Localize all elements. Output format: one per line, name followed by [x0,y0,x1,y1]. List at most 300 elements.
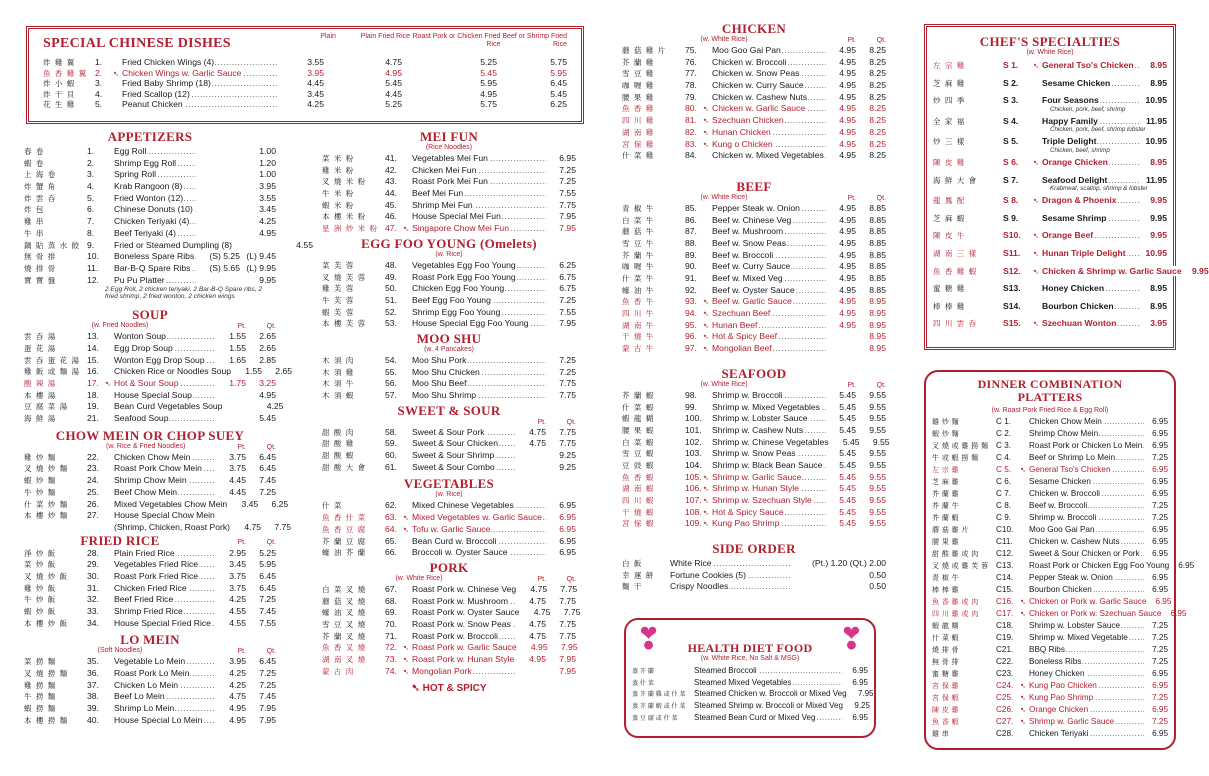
item-name-text: Krab Rangoon (8) [114,181,183,192]
item-price: 7.95 [559,223,576,234]
item-price: 4.45 [229,475,246,486]
item-name-text: Kung Pao Shrimp [1029,693,1094,702]
chinese-name: 湖 南 叉 燒 [322,655,367,664]
item-number: S14. [1003,300,1021,311]
chinese-name: 牛 芙 蓉 [322,295,355,305]
item-price: 9.25 [559,461,576,472]
item-price: (L) 9.95 [246,262,276,273]
item-price: 3.75 [229,570,246,581]
hot-pepper-icon: ➷ [403,515,409,523]
chinese-name: 木 須 雞 [322,367,355,377]
item-price: (L) 9.45 [246,251,276,262]
menu-item-row [322,390,576,402]
chinese-name: 麵 干 [622,582,643,592]
menu-item-row [322,512,576,524]
menu-item-row [24,146,276,158]
chinese-name: 本 樓 撈 麵 [24,715,69,725]
item-price: 4.95 [839,249,856,260]
item-number: 2. [95,67,103,78]
chinese-name: 無 骨 排 [24,252,57,262]
item-price: 6.95 [1170,609,1187,618]
item-price: 9.55 [869,518,886,529]
item-number: 31. [87,582,99,593]
item-name [412,619,516,631]
item-number: 86. [685,214,697,225]
item-name-text: Peanut Chicken [122,99,183,110]
item-price: 5.45 [550,88,567,99]
item-name-text: Sweet & Sour Combo [412,461,495,472]
menu-item-row [322,378,576,390]
item-price: 4.75 [529,426,546,437]
menu-item-row [933,245,1167,263]
menu-item-row [932,548,1168,560]
menu-item-row [322,211,576,223]
item-number: C18. [996,621,1014,630]
menu-item-row [622,238,886,250]
item-number: 3. [87,169,95,180]
hot-pepper-icon: ➷ [703,334,709,342]
chinese-name: 白 飯 [622,559,643,569]
menu-item-row [24,548,276,560]
chinese-name: 雞 串 [24,217,45,227]
item-price: 7.95 [559,665,576,676]
item-number: 78. [685,80,697,91]
chinese-name: 湖 南 牛 [622,320,655,330]
hot-pepper-icon: ➷ [703,141,709,149]
item-number: S 9. [1003,212,1019,223]
item-number: 91. [685,273,697,283]
item-name-text: Shrimp Chow Mein [1029,429,1099,438]
fried-rice-pt-header: Pt. [237,538,246,546]
item-name-text: Chicken w. Snow Peas [712,68,800,79]
item-price: 5.45 [839,413,856,424]
item-name [114,378,216,390]
item-price: 8.25 [869,68,886,79]
item-number: 4. [95,88,103,99]
menu-item-row [632,700,868,712]
item-name [412,378,546,390]
item-price: 2.95 [229,547,246,558]
item-name-text: Pu Pu Platter [114,274,165,285]
item-number: 4. [87,181,95,192]
chinese-name: 雲 吞 蛋 花 湯 [24,355,81,365]
item-price: 8.95 [869,308,886,319]
item-name [1042,154,1141,172]
item-name-text: Chicken w. Curry Sauce [712,80,804,91]
item-price: 4.95 [839,319,856,330]
item-name [712,296,826,308]
item-name-text: Bean Curd w. Broccoli [412,535,497,546]
item-name [412,536,546,548]
item-price: 4.95 [839,237,856,248]
item-name [712,103,826,115]
chinese-name: 蝦 龍 糊 [932,622,959,630]
item-name [1029,680,1144,692]
item-price: 1.55 [229,331,246,342]
chinese-name: 魚 香 雞 翼 [43,68,88,78]
item-name-text: Shrimp w. Broccoli [712,389,783,400]
menu-item-row [24,510,276,522]
chinese-name: 星 洲 炒 米 粉 [322,224,379,234]
item-price: 1.55 [229,342,246,353]
item-price: 5.75 [550,57,567,67]
item-price: 6.95 [852,677,868,687]
item-number: 82. [685,126,697,137]
chinese-name: 腰 果 雞 [622,92,655,102]
chinese-name: 蒸 什 菜 [632,679,654,687]
item-price: 7.25 [1152,657,1168,666]
chinese-name: 雪 豆 牛 [622,238,655,248]
item-price: 9.25 [559,450,576,461]
item-price: 3.95 [229,656,246,667]
item-number: 7. [87,216,95,227]
menu-item-row [632,688,874,700]
item-name-text: Seafood Delight [1042,174,1108,185]
chinese-name: 左 宗 雞 [933,61,966,70]
menu-item-row [322,666,576,678]
chinese-name: 芥 蘭 蝦 [932,514,959,522]
chinese-name: 咖 喱 雞 [622,81,655,91]
item-price: 4.45 [385,88,402,99]
item-price: 4.95 [839,150,856,161]
item-price: 7.45 [259,475,276,486]
hot-pepper-icon: ➷ [411,683,423,695]
chinese-name: 蒸 芥 蘭 雞 或 什 菜 [632,691,686,699]
item-name-text: Roast Pork w. Chinese Veg [412,583,517,594]
item-number: 54. [385,354,397,365]
item-name [712,127,826,139]
item-price: 9.55 [869,424,886,435]
chinese-name: 燒 排 骨 [24,263,57,273]
hot-pepper-icon: ➷ [403,526,409,534]
seafood-col-headers [622,381,886,390]
item-name [1042,210,1141,228]
chinese-name: 芥 蘭 雞 [622,57,655,67]
item-name [712,437,830,449]
item-number: 42. [385,164,397,175]
soup-title: SOUP [132,307,168,323]
item-number: C27. [996,717,1014,726]
item-name-text: Szechuan Chicken [712,115,784,126]
item-price: 6.95 [559,547,576,558]
special-dishes-title: SPECIAL CHINESE DISHES [43,36,231,51]
item-price: 5.25 [385,99,402,110]
item-number: 61. [385,461,397,472]
item-name [122,99,278,110]
item-number: 107. [685,495,702,505]
item-number: 51. [385,294,397,305]
item-number: C26. [996,705,1014,714]
chinese-name: 炒 四 季 [933,96,966,106]
item-price: 7.25 [559,294,576,305]
menu-item-row [622,296,886,308]
chinese-name: 蘑 菇 雞 片 [932,526,969,534]
item-number: 67. [385,583,397,594]
item-price: 8.95 [1150,60,1167,70]
item-name-text: Steamed Mixed Vegetables [694,677,792,687]
menu-item-row [932,596,1172,608]
menu-item-row [322,165,576,177]
hot-pepper-icon: ➷ [113,70,119,78]
menu-item-row [24,275,276,287]
item-price: 4.95 [529,654,546,664]
item-price: 8.85 [869,226,886,237]
menu-item-row [43,89,567,100]
item-price: 7.75 [560,583,578,594]
item-name [412,367,546,379]
lo-mein-pt-header: Pt. [237,648,246,656]
item-price: 1.20 [259,157,276,168]
item-number: 106. [685,483,702,494]
menu-item-row [24,618,276,630]
item-number: 47. [385,223,397,234]
moo-shu-title: MOO SHU [416,330,482,346]
item-number: 66. [385,547,397,558]
item-price: 4.25 [307,99,324,110]
item-price: 7.95 [559,318,576,329]
item-name [114,548,216,560]
item-price: 1.65 [229,354,246,365]
chinese-name: 牛 撈 麵 [24,692,57,702]
item-name-text: Bourbon Chicken [1042,300,1114,311]
item-name [114,594,216,606]
item-name [1029,452,1144,464]
special-col-header-1: Plain [320,33,336,40]
item-price: 3.95 [1150,318,1167,329]
item-price: 9.55 [869,389,886,400]
menu-item-row [24,715,276,727]
seafood-pt-header: Pt. [847,381,856,389]
item-name-text: Chicken w. Cashew Nuts [1029,537,1120,546]
lo-mein-list [24,656,276,726]
chinese-name: 菜 炒 飯 [24,560,57,570]
item-name-text: Chicken Chow Mein [1029,417,1102,426]
item-name [122,89,278,100]
item-price: 7.25 [1152,645,1168,654]
item-number: 5. [95,99,103,110]
item-name-text: Shrimp Mei Fun [412,199,473,210]
item-name-text: Beef w. Broccoli [712,249,774,260]
menu-item-row [933,75,1167,93]
item-name [412,355,546,367]
item-number: 45. [385,199,397,210]
item-price: 5.45 [259,413,276,424]
chinese-name: 蒸 豆 腐 或 什 菜 [632,714,678,722]
item-price: 9.55 [869,448,886,459]
item-number: C19. [996,633,1014,642]
item-number: 30. [87,570,99,581]
item-price: 8.95 [869,319,886,330]
chinese-name: 什 菜 [322,501,343,511]
item-number: 73. [385,654,397,664]
item-name [114,487,216,499]
item-price: 4.95 [839,91,856,102]
item-name-text: BBQ Ribs [1029,645,1065,654]
item-name-text: Seafood Soup [114,413,169,424]
item-name [694,700,844,712]
item-name-text: Roast Pork Egg Foo Young [412,271,516,282]
item-price: 4.95 [839,80,856,91]
beef-list [622,203,886,355]
chinese-name: 雞 飯 或 麵 湯 [24,367,81,377]
item-name-text: Happy Family [1042,115,1098,126]
item-name [114,193,196,205]
item-price: 7.25 [1152,513,1168,522]
item-price: 6.95 [1178,561,1195,570]
dinner-combination-subtitle: (w. Roast Pork Fried Rice & Egg Roll) [991,407,1109,414]
chinese-name: 炒 三 樣 [933,137,966,147]
menu-item-row [932,704,1168,716]
item-name-text: Orange Chicken [1029,705,1089,714]
chinese-name: 腰 果 雞 [932,538,959,546]
item-price: 7.55 [259,617,276,628]
chefs-specialties-box [924,24,1209,350]
item-number: 21. [87,413,99,424]
item-number: 57. [385,390,397,400]
item-name-text: Shrimp w. Hunan Style [712,483,799,494]
item-name [114,401,223,413]
item-number: 36. [87,668,99,679]
menu-item-row [622,460,886,472]
chinese-name: 燒 排 骨 [932,646,959,654]
menu-item-row [322,450,576,462]
pork-list [322,583,581,678]
item-name-text: Sweet & Sour Shrimp [412,450,495,461]
item-name-text: Fried Baby Shrimp (18) [122,78,211,89]
item-number: 9. [87,239,95,250]
chinese-name: 木 須 肉 [322,355,355,365]
menu-item-row [933,92,1167,110]
menu-item-row [933,113,1167,134]
item-price: 5.45 [842,436,860,447]
item-price: 7.25 [1152,621,1168,630]
item-name-text: Kung o Chicken [712,138,773,149]
item-price: 6.95 [1152,585,1168,594]
item-price: 5.95 [550,67,567,78]
chinese-name: 雪 豆 雞 [622,69,655,79]
item-name [1029,584,1144,596]
beef-qt-header: Qt. [876,194,886,202]
item-price: 9.95 [1150,230,1167,241]
item-name [712,215,826,227]
item-price: 5.45 [839,448,856,459]
chinese-name: 蝦 龍 糊 [622,414,655,424]
menu-item-row [622,390,886,402]
item-price: 5.45 [839,495,856,505]
chinese-name: 什 菜 蝦 [622,402,655,412]
chicken-list [622,45,886,162]
item-price: 4.75 [385,57,402,67]
item-price: 8.25 [869,45,886,55]
item-name [412,427,516,439]
item-name-text: Orange Beef [1042,230,1094,241]
item-name [412,642,518,654]
egg-foo-young-subtitle: (w. Rice) [435,250,463,258]
item-price: 4.75 [533,607,551,618]
item-name-text: Wonton Egg Drop Soup [114,354,205,365]
item-price: 7.25 [259,668,276,679]
item-name-text: Shrimp w. Cashew Nuts [712,424,804,435]
chinese-name: 腰 果 蝦 [622,425,655,435]
item-name [712,331,826,343]
item-name [114,510,216,522]
menu-item-row [322,307,576,319]
item-price: 4.75 [530,583,548,594]
item-name [712,238,826,250]
menu-item-row [933,227,1167,245]
soup-col-headers [24,322,276,331]
item-price: 7.25 [1152,717,1168,726]
menu-item-row [933,57,1167,75]
item-number: 96. [685,331,697,342]
item-name [412,153,546,165]
chinese-name: 棒 棒 雞 [932,586,959,594]
item-price: 6.45 [259,451,276,462]
item-name-text: Moo Shu Chicken [412,366,480,377]
item-price: 1.75 [229,378,246,388]
menu-item-row [932,692,1168,704]
item-price: 4.95 [839,226,856,237]
item-name-text: Mongolian Beef [712,343,772,354]
item-name [1029,692,1144,704]
item-name-text: Vegetables Egg Foo Young [412,259,516,270]
item-name-text: Egg Roll [114,146,147,156]
menu-item-row [632,677,868,689]
item-name-text: Chicken w. Broccoli [712,56,787,67]
seafood-list [622,389,890,530]
item-price: 5.25 [259,547,276,558]
item-name [1042,57,1141,75]
item-name-text: Chicken w. Broccoli [1029,489,1100,498]
item-name [412,500,546,512]
chow-mein-pt-header: Pt. [237,443,246,451]
item-price: 7.45 [259,691,276,702]
menu-item-row [932,416,1168,428]
chinese-name: 本 樓 湯 [24,390,57,400]
item-name [1042,245,1141,263]
hot-pepper-icon: ➷ [703,474,709,482]
item-price: 8.85 [869,214,886,225]
chinese-name: 炸 包 [24,205,45,215]
chicken-title: CHICKEN [721,21,787,36]
item-name-text: Chicken & Shrimp w. Garlic Sauce [1042,265,1182,276]
menu-item-row [622,581,886,593]
item-name-text: Beef Lo Mein [114,691,165,702]
chinese-name: 叉 燒 炒 麵 [24,464,69,474]
cupid-heart-icon: ❣ [636,623,662,656]
item-price: 7.75 [559,630,576,641]
item-number: 84. [685,150,697,161]
menu-item-row [933,315,1167,333]
item-name [1042,263,1183,281]
item-name-text: Fried Scallop (12) [122,88,190,99]
item-price: 5.45 [839,506,856,517]
item-number: 16. [87,366,99,377]
chinese-name: 蝦 芙 蓉 [322,307,355,317]
hot-pepper-icon: ➷ [703,322,709,330]
chinese-name: 本 樓 芙 蓉 [322,319,367,329]
vegetables-list [322,500,576,558]
item-name-text: Beef Mei Fun [412,188,464,199]
item-name-text: Boneless Ribs [1029,657,1082,666]
menu-item-row [24,355,276,367]
item-name [712,483,826,495]
menu-item-row [24,239,313,252]
chinese-name: 炸 小 蝦 [43,79,76,89]
menu-item-row [43,68,567,79]
menu-item-row [933,280,1167,298]
item-name [412,547,546,559]
